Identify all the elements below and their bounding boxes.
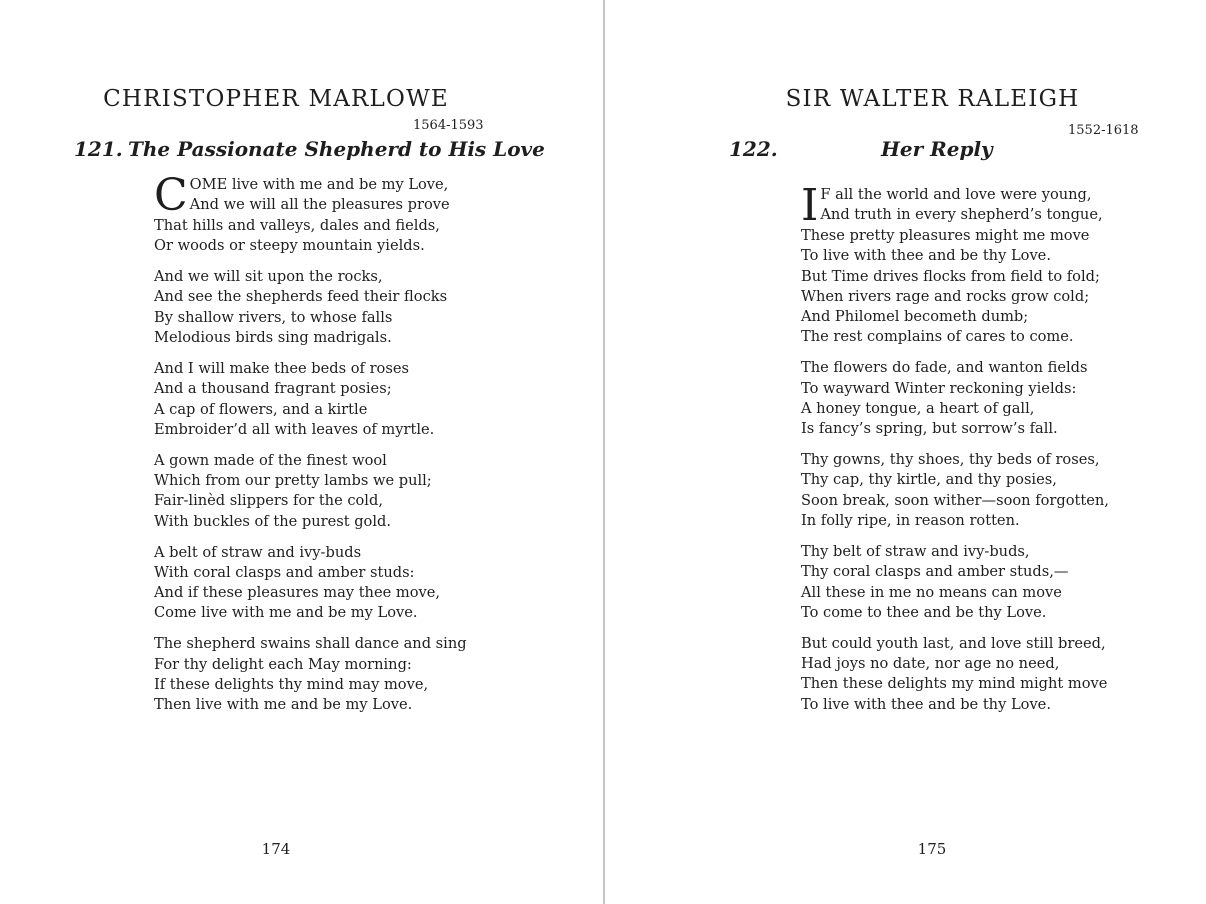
stanza: [801, 358, 1109, 439]
author-heading: SIR WALTER RALEIGH: [785, 86, 1080, 112]
stanza: [154, 634, 467, 715]
poem-line: To live with thee and be thy Love.: [801, 247, 1051, 265]
poem-line: Is fancy’s spring, but sorrow’s fall.: [801, 420, 1058, 438]
poem-line: The rest complains of cares to come.: [801, 328, 1074, 346]
poem-line: Embroider’d all with leaves of myrtle.: [154, 420, 435, 438]
poem-line: With coral clasps and amber studs:: [154, 563, 415, 581]
poem-heading: [74, 137, 545, 161]
author-dates: 1564-1593: [413, 118, 484, 133]
stanza: [801, 542, 1109, 623]
poem-line: By shallow rivers, to whose falls: [154, 308, 393, 326]
author-dates: 1552-1618: [1068, 123, 1139, 138]
poem-line: With buckles of the purest gold.: [154, 512, 391, 530]
poem-line: Had joys no date, nor age no need,: [801, 655, 1060, 673]
poem-line: A cap of flowers, and a kirtle: [154, 400, 368, 418]
page-number: 175: [917, 840, 947, 858]
poem-line: F all the world and love were young,: [820, 186, 1092, 203]
stanza: [154, 451, 467, 532]
poem-line: Which from our pretty lambs we pull;: [154, 472, 432, 490]
poem-line: Thy cap, thy kirtle, and thy posies,: [801, 471, 1057, 489]
poem-line: And I will make thee beds of roses: [154, 359, 409, 377]
poem-line: Then live with me and be my Love.: [154, 696, 413, 714]
poem-line: To live with thee and be thy Love.: [801, 695, 1051, 713]
poem-line: And a thousand fragrant posies;: [154, 380, 392, 398]
poem-line: In folly ripe, in reason rotten.: [801, 512, 1020, 530]
poem-line: And Philomel becometh dumb;: [801, 308, 1029, 326]
page-number: 174: [261, 840, 291, 858]
poem-line: Thy belt of straw and ivy-buds,: [801, 542, 1030, 560]
stanza: [154, 543, 467, 624]
poem-line: Melodious birds sing madrigals.: [154, 329, 392, 347]
poem-number: 121.: [74, 137, 123, 161]
poem-line: To come to thee and be thy Love.: [801, 603, 1047, 621]
poem-number: 122.: [729, 137, 778, 161]
poem-line: A belt of straw and ivy-buds: [154, 543, 362, 561]
stanza: [801, 450, 1109, 531]
poem-line: All these in me no means can move: [801, 583, 1062, 601]
poem-line: OME live with me and be my Love,: [189, 176, 449, 193]
poem-line: For thy delight each May morning:: [154, 655, 412, 673]
poem-line: Fair-linèd slippers for the cold,: [154, 492, 383, 510]
poem-line: But Time drives flocks from field to fold;: [801, 267, 1100, 285]
stanza: [154, 170, 467, 257]
poem-body: [154, 170, 467, 726]
stanza: [154, 267, 467, 348]
poem-line: And truth in every shepherd’s tongue,: [820, 206, 1103, 224]
poem-line: And if these pleasures may thee move,: [154, 584, 441, 602]
poem-line: Thy coral clasps and amber studs,—: [801, 563, 1069, 581]
drop-cap: I: [801, 180, 819, 231]
author-heading: CHRISTOPHER MARLOWE: [103, 86, 449, 112]
poem-line: And we will sit upon the rocks,: [154, 268, 383, 286]
stanza: [801, 634, 1109, 715]
poem-line: To wayward Winter reckoning yields:: [801, 379, 1077, 397]
poem-heading: [729, 137, 993, 161]
poem-title: Her Reply: [881, 137, 993, 161]
stanza: [154, 359, 467, 440]
poem-line: Soon break, soon wither—soon forgotten,: [801, 491, 1109, 509]
poem-line: A gown made of the finest wool: [154, 451, 387, 469]
poem-line: A honey tongue, a heart of gall,: [801, 399, 1035, 417]
poem-line: The shepherd swains shall dance and sing: [154, 635, 467, 653]
stanza: [801, 180, 1109, 348]
poem-line: These pretty pleasures might me move: [801, 227, 1090, 244]
poem-line: Then these delights my mind might move: [801, 675, 1108, 693]
poem-line: Come live with me and be my Love.: [154, 604, 418, 622]
poem-line: And we will all the pleasures prove: [189, 196, 450, 214]
poem-line: That hills and valleys, dales and fields,: [154, 217, 440, 234]
poem-line: Or woods or steepy mountain yields.: [154, 237, 425, 255]
drop-cap: C: [154, 170, 188, 221]
poem-line: When rivers rage and rocks grow cold;: [801, 287, 1090, 305]
poem-line: The flowers do fade, and wanton fields: [801, 359, 1088, 377]
right-page: [605, 0, 1206, 904]
poem-line: If these delights thy mind may move,: [154, 675, 429, 693]
poem-line: And see the shepherds feed their flocks: [154, 288, 448, 306]
poem-title: The Passionate Shepherd to His Love: [128, 137, 545, 161]
poem-body: [801, 180, 1109, 726]
poem-line: But could youth last, and love still breed,: [801, 634, 1106, 652]
poem-line: Thy gowns, thy shoes, thy beds of roses,: [801, 451, 1100, 469]
